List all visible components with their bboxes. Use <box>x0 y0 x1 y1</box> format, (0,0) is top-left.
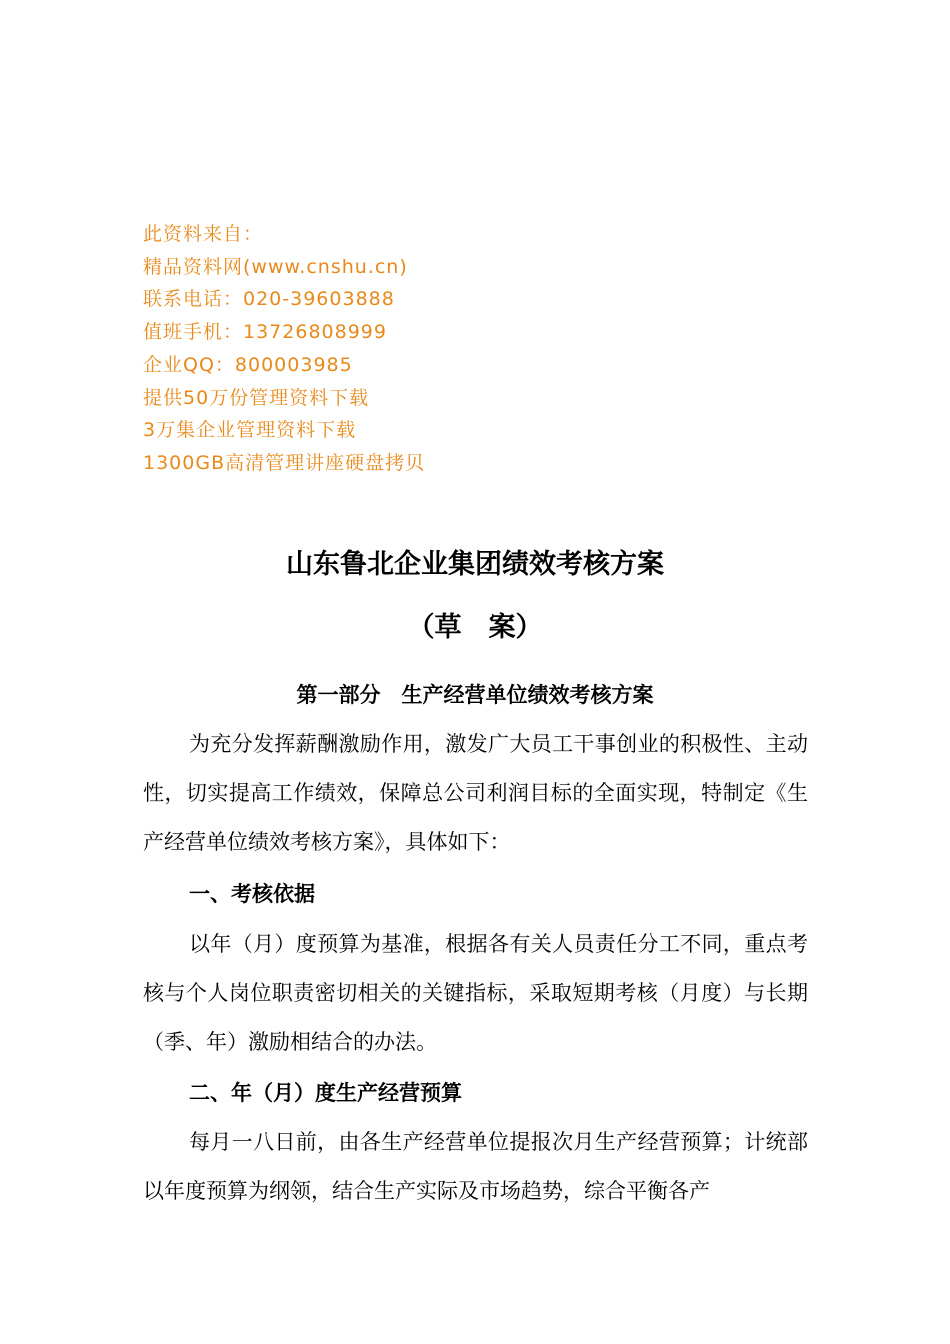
section1-paragraph <box>143 920 808 1067</box>
section-heading-budget: 二、年（月）度生产经营预算 <box>189 1081 462 1105</box>
section2-paragraph-text: 每月一八日前，由各生产经营单位提报次月生产经营预算；计统部以年度预算为纲领，结合生产实际及市场趋势，综合平衡各产 <box>143 1130 808 1203</box>
source-info-line: 值班手机：13726808999 <box>143 321 387 344</box>
section1-paragraph-text: 以年（月）度预算为基准，根据各有关人员责任分工不同，重点考核与个人岗位职责密切相关的关键指标，采取短期考核（月度）与长期（季、年）激励相结合的办法。 <box>143 932 808 1054</box>
document-subtitle: （草 案） <box>407 612 543 643</box>
document-title: 山东鲁北企业集团绩效考核方案 <box>286 549 664 580</box>
section2-paragraph <box>143 1118 808 1216</box>
part-heading: 第一部分 生产经营单位绩效考核方案 <box>296 683 654 707</box>
source-info-line: 提供50万份管理资料下载 <box>143 386 370 409</box>
source-info-line: 精品资料网(www.cnshu.cn) <box>143 255 408 278</box>
source-info-line: 联系电话：020-39603888 <box>143 288 395 311</box>
intro-paragraph <box>143 720 808 867</box>
source-info-block <box>143 218 643 480</box>
source-info-line: 此资料来自： <box>143 223 264 245</box>
source-info-line: 企业QQ：800003985 <box>143 353 353 376</box>
intro-paragraph-text: 为充分发挥薪酬激励作用，激发广大员工干事创业的积极性、主动性，切实提高工作绩效，保障总公司利润目标的全面实现，特制定《生产经营单位绩效考核方案》，具体如下： <box>143 732 808 854</box>
source-info-line: 3万集企业管理资料下载 <box>143 419 357 442</box>
source-info-line: 1300GB高清管理讲座硬盘拷贝 <box>143 451 426 474</box>
section-heading-basis: 一、考核依据 <box>189 882 315 906</box>
